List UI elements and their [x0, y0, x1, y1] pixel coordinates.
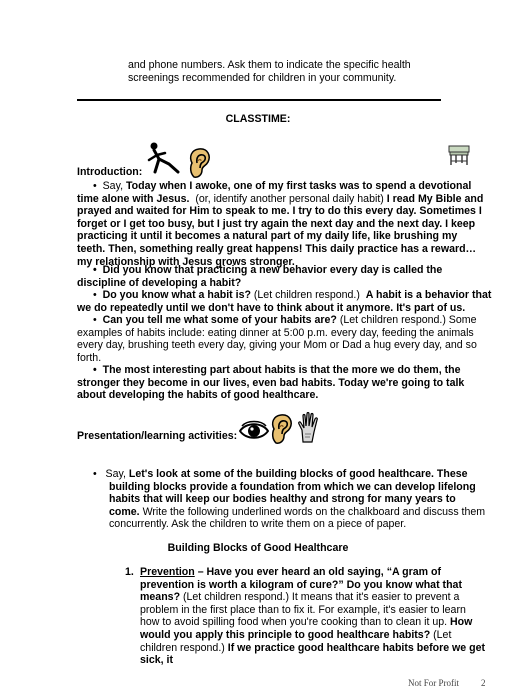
what-is-habit: Do you know what a habit is? [102, 289, 251, 301]
intro-quote-2: I read My Bible and prayed and waited for Him to speak to me. I try to do this every day. Sometimes I forget or I get too busy, but I just try again the next day and the next day. I keep practicing it until it becomes a natural part of my daily life, like brushing my teeth. Then, something really great happens! This daily practice has a reward…my relationship with Jesus grows stronger. [77, 192, 484, 268]
ear-icon [188, 147, 212, 183]
continuation-line-1: and phone numbers. Ask them to indicate the specific health [128, 59, 411, 71]
habit-definition: A habit is a behavior that we do repeatedly until we don't have to think about it anymore. It's part of us. [77, 289, 492, 314]
building-blocks-intro: Let's look at some of the building blocks of good healthcare. These building blocks provide a foundation from which we can develop lifelong habits that will keep our bodies healthy and strong for many years to come. [109, 468, 476, 518]
prevention-item [140, 566, 485, 667]
continuation-line-2: screenings recommended for children in your community. [128, 71, 397, 84]
habits-question: Can you tell me what some of your habits are? [102, 314, 337, 326]
healthcare-habits-text: If we practice good healthcare habits before we get sick, it [140, 641, 486, 667]
ear-icon [270, 413, 294, 449]
intro-aside: (or, identify another personal daily habit) [195, 192, 384, 205]
section-divider [77, 99, 441, 101]
habit-examples: (Let children respond.) Some examples of habits include: eating dinner at 5:00 p.m. every day, feeding the animals every day, brushing teeth every day, giving your Mom or Dad a hug every day, and so forth. [77, 314, 477, 364]
bullet-dot: • [93, 180, 103, 192]
intro-bullet-2 [77, 264, 487, 289]
bullet-dot: • [93, 364, 103, 376]
introduction-label: Introduction: [77, 166, 143, 178]
exercise-figure-icon [145, 142, 183, 180]
classtime-heading: CLASSTIME: [225, 113, 291, 125]
prevention-question: – Have you ever heard an old saying, “A gram of prevention is worth a kilogram of cure?” Do you know what that means? [140, 566, 462, 604]
prevention-term: Prevention [140, 566, 195, 578]
classroom-desk-icon [447, 143, 471, 171]
presentation-bullet [93, 468, 488, 531]
hand-icon [297, 412, 321, 448]
respond-note: (Let children respond.) [140, 628, 452, 654]
intro-quote-1: Today when I awoke, one of my first tasks was to spend a devotional time alone with Jesus. [77, 180, 472, 205]
bullet-dot: • [93, 264, 103, 276]
building-blocks-heading: Building Blocks of Good Healthcare [167, 542, 349, 554]
chalkboard-instructions: Write the following underlined words on the chalkboard and discuss them concurrently. Ask the children to write them on a piece of paper. [109, 505, 486, 531]
bullet-dot: • [93, 314, 103, 326]
intro-bullet-3 [77, 289, 492, 314]
habit-question: Did you know that practicing a new behavior every day is called the discipline of developing a habit? [77, 264, 443, 289]
respond-note: (Let children respond.) [253, 289, 360, 301]
bullet-dot: • [93, 289, 103, 301]
intro-bullet-4 [77, 314, 487, 364]
eye-icon [239, 420, 269, 446]
intro-bullet-1 [77, 180, 487, 268]
presentation-label: Presentation/learning activities: [77, 430, 238, 442]
footer-text: Not For Profit [408, 678, 460, 688]
apply-principle-question: How would you apply this principle to good healthcare habits? [140, 616, 473, 641]
say-label: Say, [102, 180, 126, 192]
item-1-number: 1. [125, 566, 134, 578]
bullet-dot: • [93, 468, 106, 480]
page-number: 2 [481, 678, 486, 688]
habits-interesting: The most interesting part about habits is that the more we do them, the stronger they become in our lives, even bad habits. Today we're going to talk about developing the habits of good healthcare. [77, 364, 465, 402]
intro-bullet-5 [77, 364, 487, 402]
say-label: Say, [105, 468, 129, 480]
continuation-text [128, 59, 458, 84]
prevention-explanation: (Let children respond.) It means that it's easier to prevent a problem in the first place than to fix it. For example, it's easier to learn how to avoid spilling food when you're cooking than to clean it up. [140, 591, 466, 629]
